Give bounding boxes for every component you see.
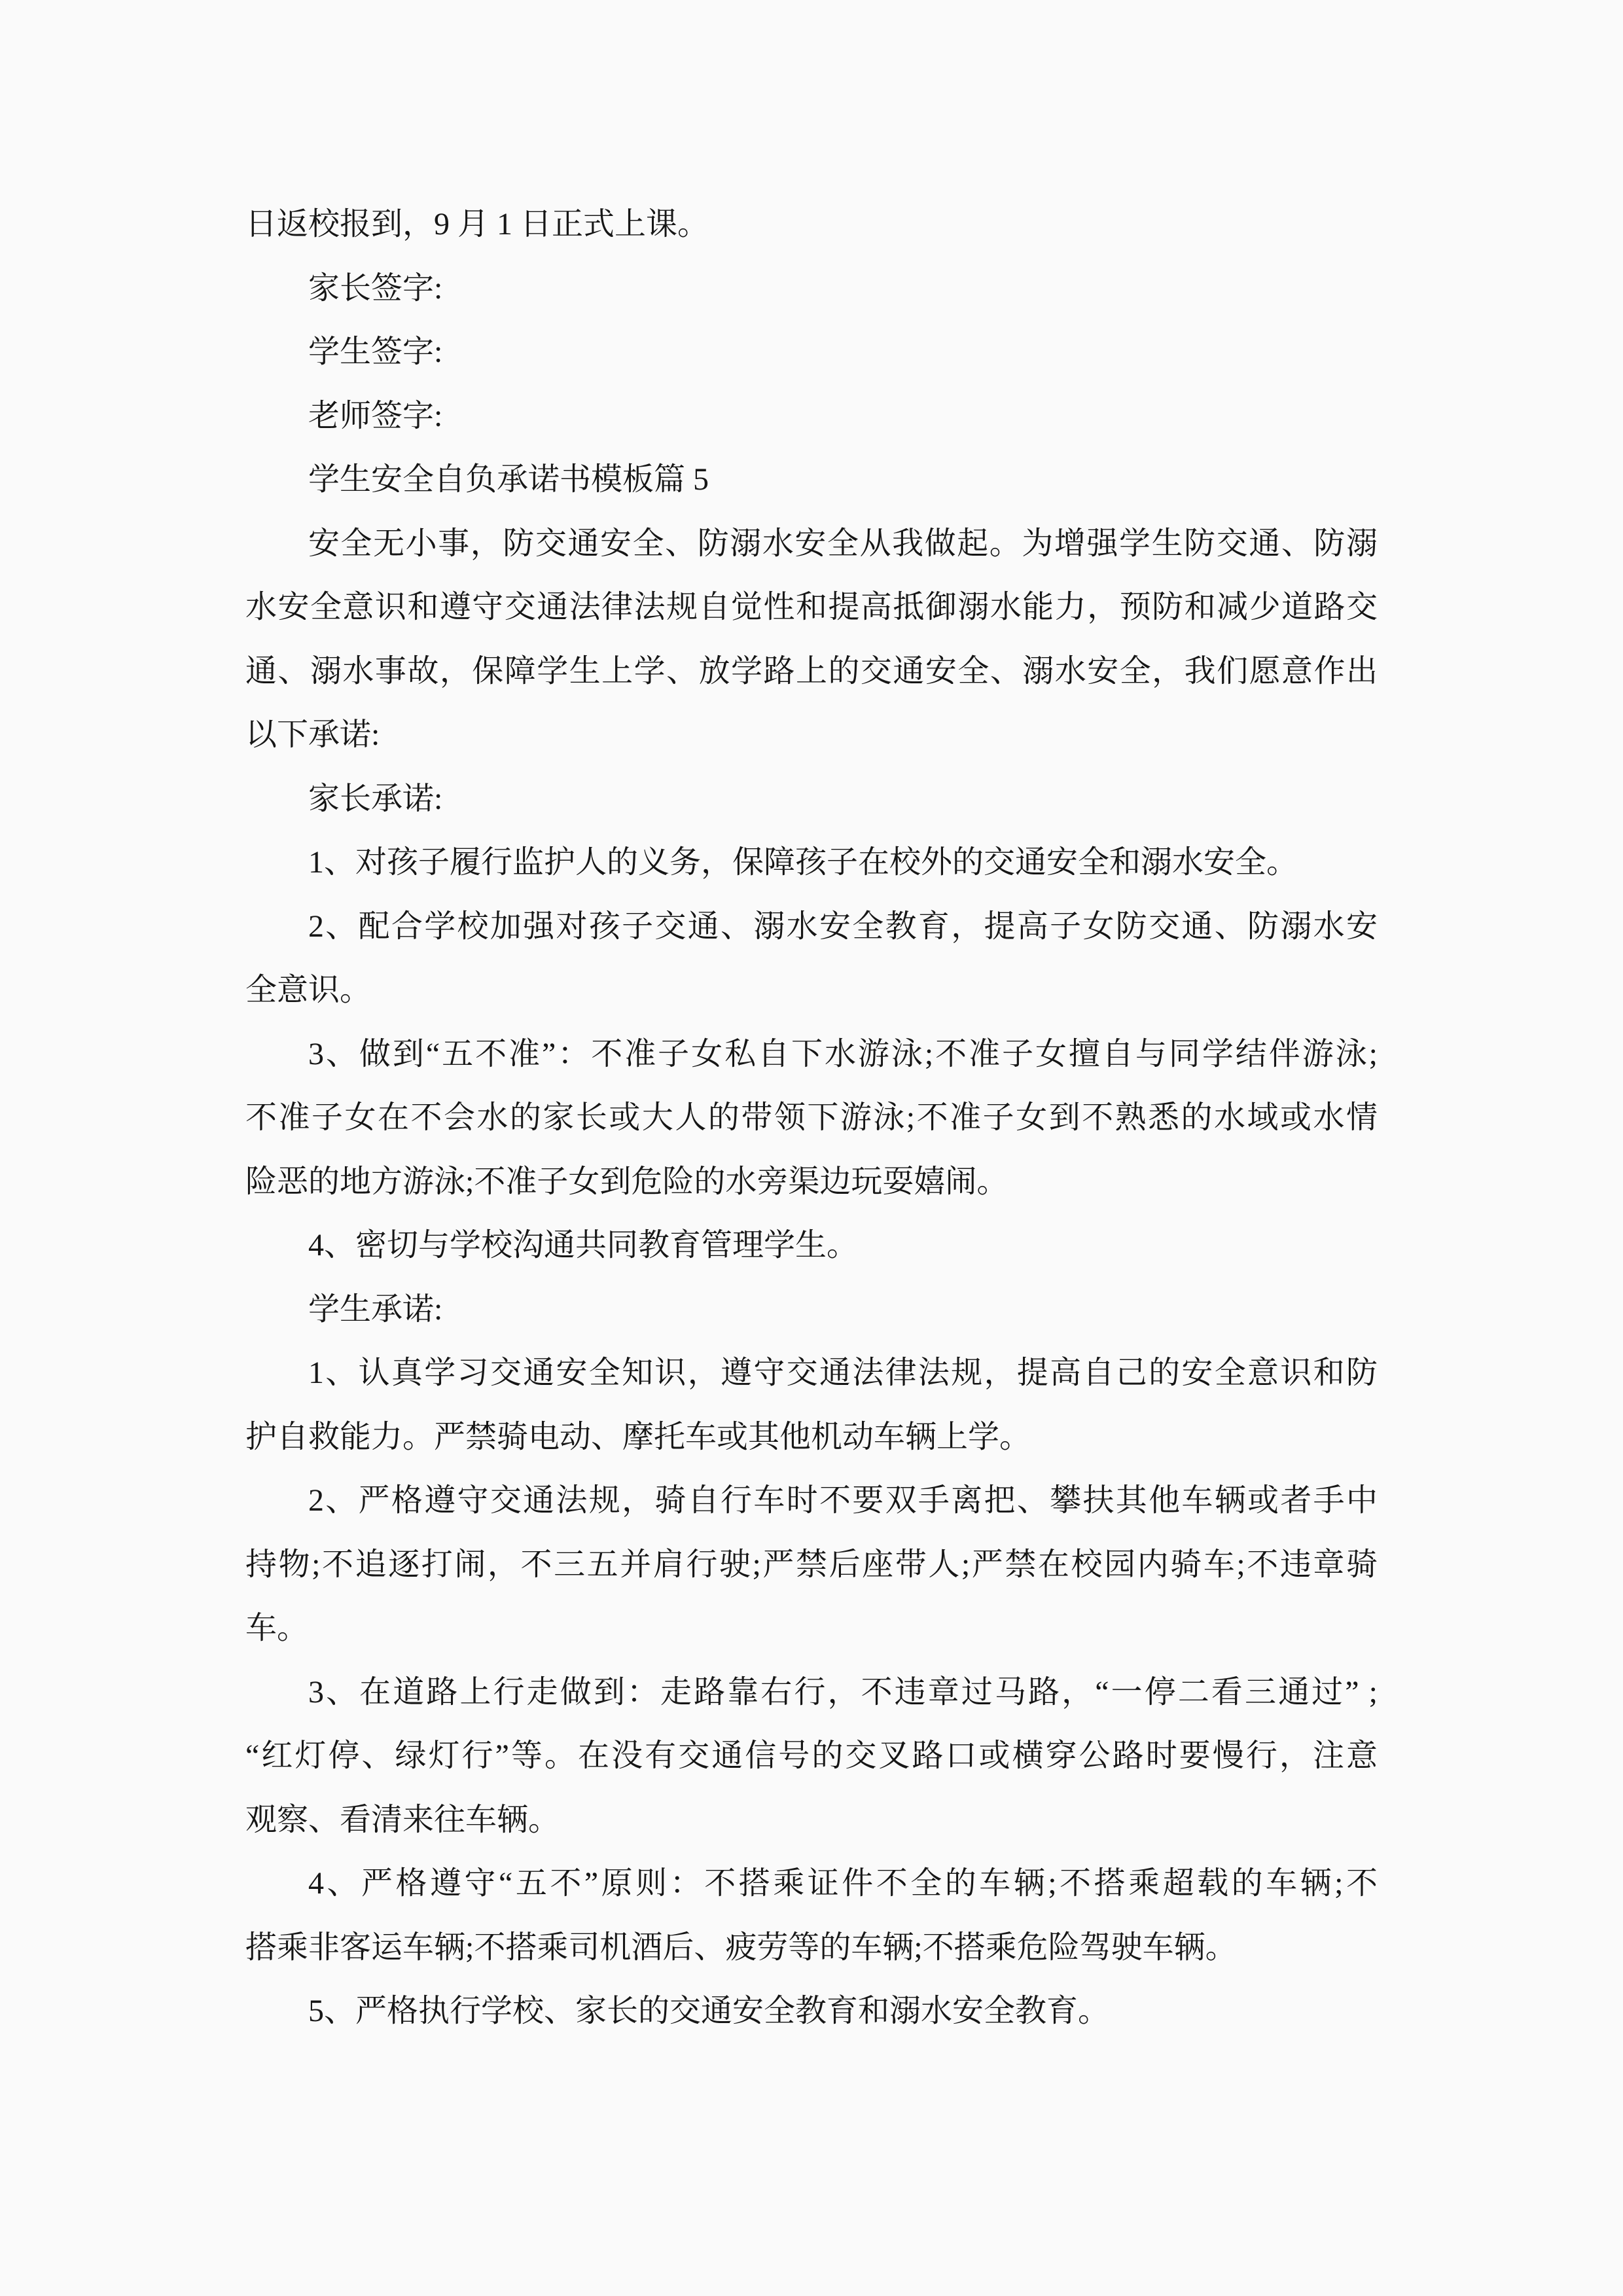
text-line: 以下承诺: — [245, 717, 380, 752]
text-line: “红灯停、绿灯行”等。在没有交通信号的交叉路口或横穿公路时要慢行，注意 — [245, 1738, 1378, 1773]
text-line: 全意识。 — [245, 973, 372, 1007]
text-line: 安全无小事，防交通安全、防溺水安全从我做起。为增强学生防交通、防溺 — [308, 526, 1378, 561]
section-title-line: 学生安全自负承诺书模板篇 5 — [308, 462, 709, 497]
text-line: 家长签字: — [308, 270, 443, 306]
text-line: 学生承诺: — [308, 1291, 443, 1327]
text-line: 险恶的地方游泳;不准子女到危险的水旁渠边玩耍嬉闹。 — [245, 1164, 1008, 1199]
text-line: 家长承诺: — [308, 781, 443, 816]
text-line: 水安全意识和遵守交通法律法规自觉性和提高抵御溺水能力，预防和减少道路交 — [245, 590, 1378, 624]
list-item-line: 1、认真学习交通安全知识，遵守交通法律法规，提高自己的安全意识和防 — [308, 1355, 1378, 1390]
text-line: 日返校报到，9 月 1 日正式上课。 — [245, 207, 709, 242]
list-item-line: 1、对孩子履行监护人的义务，保障孩子在校外的交通安全和溺水安全。 — [308, 845, 1298, 880]
list-item-line: 2、严格遵守交通法规，骑自行车时不要双手离把、攀扶其他车辆或者手中 — [308, 1483, 1378, 1518]
list-item-line: 3、在道路上行走做到：走路靠右行，不违章过马路，“一停二看三通过” ; — [308, 1674, 1378, 1710]
list-item-line: 4、密切与学校沟通共同教育管理学生。 — [308, 1228, 859, 1263]
text-line: 通、溺水事故，保障学生上学、放学路上的交通安全、溺水安全，我们愿意作出 — [245, 653, 1378, 689]
text-line: 观察、看清来往车辆。 — [245, 1802, 560, 1837]
list-item-line: 3、做到“五不准”：不准子女私自下水游泳;不准子女擅自与同学结伴游泳; — [308, 1036, 1378, 1071]
text-line: 不准子女在不会水的家长或大人的带领下游泳;不准子女到不熟悉的水域或水情 — [245, 1100, 1378, 1135]
text-line: 持物;不追逐打闹，不三五并肩行驶;严禁后座带人;严禁在校园内骑车;不违章骑 — [245, 1547, 1378, 1582]
text-line: 搭乘非客运车辆;不搭乘司机酒后、疲劳等的车辆;不搭乘危险驾驶车辆。 — [245, 1929, 1237, 1965]
text-line: 学生签字: — [308, 334, 443, 369]
list-item-line: 4、严格遵守“五不”原则：不搭乘证件不全的车辆;不搭乘超载的车辆;不 — [308, 1866, 1378, 1901]
text-line: 老师签字: — [308, 398, 443, 433]
text-block — [245, 192, 1378, 2043]
list-item-line: 5、严格执行学校、家长的交通安全教育和溺水安全教育。 — [308, 1994, 1110, 2028]
text-line: 护自救能力。严禁骑电动、摩托车或其他机动车辆上学。 — [245, 1419, 1031, 1454]
list-item-line: 2、配合学校加强对孩子交通、溺水安全教育，提高子女防交通、防溺水安 — [308, 908, 1378, 944]
text-line: 车。 — [245, 1611, 309, 1645]
